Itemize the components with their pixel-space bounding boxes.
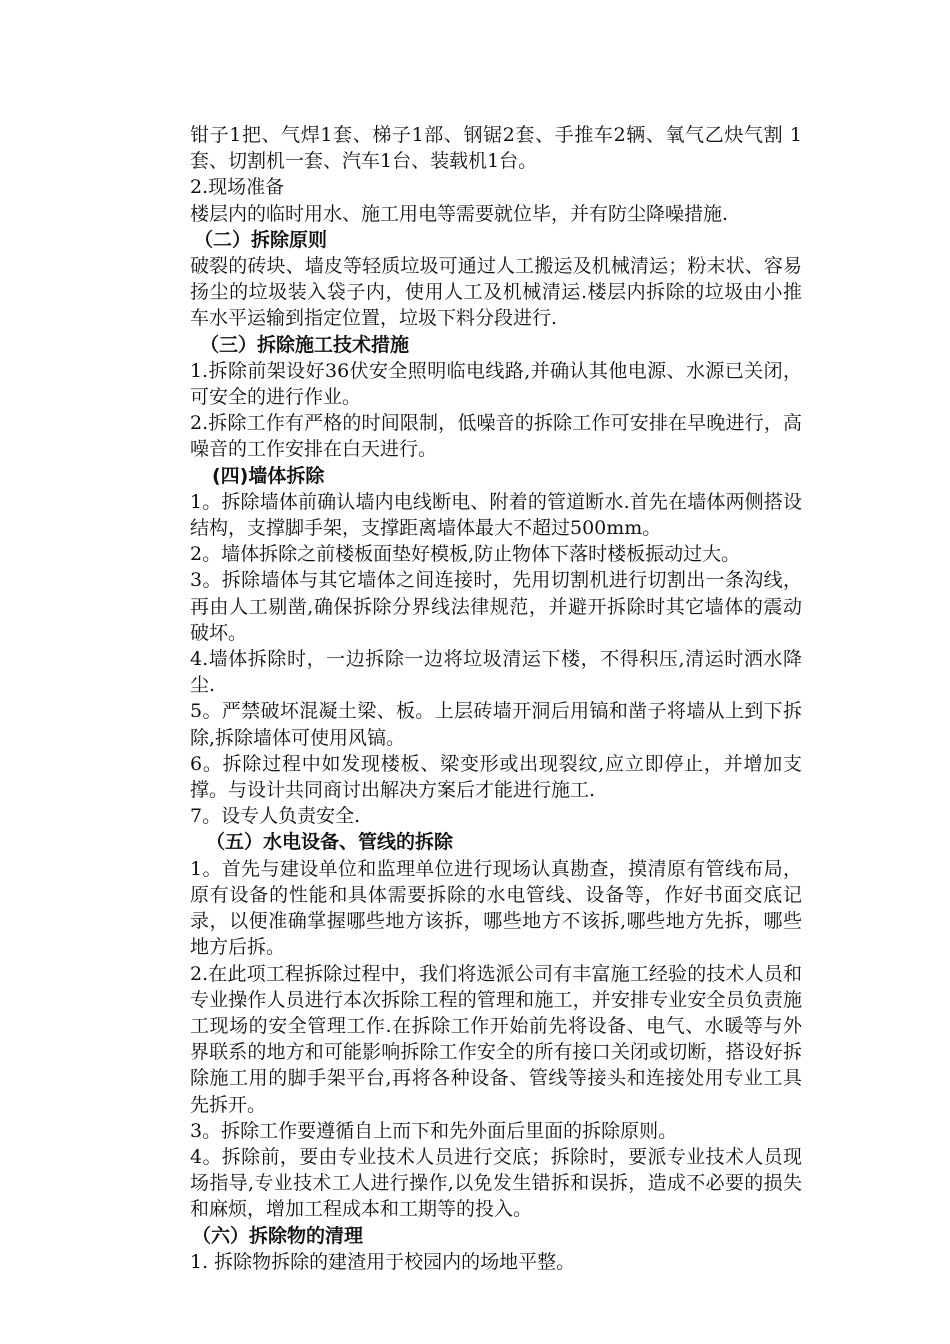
- section-heading-utilities-removal: （五）水电设备、管线的拆除: [206, 831, 454, 854]
- paragraph-wall-3: 3。拆除墙体与其它墙体之间连接时，先用切割机进行切割出一条沟线，再由人工剔凿,确保拆除分界线法律规范，并避开拆除时其它墙体的震动破坏。: [190, 569, 802, 644]
- section-heading-technical-measures: （三）拆除施工技术措施: [200, 333, 410, 356]
- paragraph-wall-7: 7。设专人负责安全.: [190, 805, 361, 828]
- paragraph-utilities-4: 4。拆除前，要由专业技术人员进行交底；拆除时，要派专业技术人员现场指导,专业技术工人进行操作,以免发生错拆和误拆，造成不必要的损失和麻烦，增加工程成本和工期等的投入。: [190, 1145, 802, 1221]
- paragraph-measure-1: 1.拆除前架设好36伏安全照明临电线路,并确认其他电源、水源已关闭，可安全的进行作业。: [190, 359, 802, 409]
- section-heading-wall-demolition: (四)墙体拆除: [212, 464, 325, 487]
- paragraph-tools-list: 钳子1把、气焊1套、梯子1部、钢锯2套、手推车2辆、氧气乙炔气割 1套、切割机一套、汽车1台、装载机1台。: [190, 124, 802, 173]
- paragraph-wall-4: 4.墙体拆除时，一边拆除一边将垃圾清运下楼，不得积压,清运时洒水降尘.: [190, 648, 802, 697]
- section-heading-demolition-principles: （二）拆除原则: [194, 228, 328, 251]
- paragraph-wall-2: 2。墙体拆除之前楼板面垫好模板,防止物体下落时楼板振动过大。: [190, 543, 741, 566]
- paragraph-utilities-2: 2.在此项工程拆除过程中，我们将选派公司有丰富施工经验的技术人员和专业操作人员进行本次拆除工程的管理和施工，并安排专业安全员负责施工现场的安全管理工作.在拆除工作开始前先将设备、电气、水暖等与外界联系的地方和可能影响拆除工作安全的所有接口关闭或切断，搭设好拆除施工用的脚手架平台,再将各种设备、管线等接头和连接处用专业工具先拆开。: [190, 962, 802, 1116]
- paragraph-measure-2: 2.拆除工作有严格的时间限制，低噪音的拆除工作可安排在早晚进行，高噪音的工作安排在白天进行。: [190, 412, 802, 461]
- paragraph-utilities-1: 1。首先与建设单位和监理单位进行现场认真勘查，摸清原有管线布局，原有设备的性能和具体需要拆除的水电管线、设备等，作好书面交底记录，以便准确掌握哪些地方该拆，哪些地方不该拆,哪些地方先拆，哪些地方后拆。: [190, 857, 802, 959]
- paragraph-wall-1: 1。拆除墙体前确认墙内电线断电、附着的管道断水.首先在墙体两侧搭设结构，支撑脚手架，支撑距离墙体最大不超过500mm。: [190, 490, 802, 540]
- paragraph-utilities-3: 3。拆除工作要遵循自上而下和先外面后里面的拆除原则。: [190, 1119, 678, 1142]
- paragraph-wall-5: 5。严禁破坏混凝土梁、板。上层砖墙开洞后用镐和凿子将墙从上到下拆除,拆除墙体可使用风镐。: [190, 700, 802, 749]
- paragraph-site-preparation-heading: 2.现场准备: [190, 176, 285, 199]
- paragraph-site-preparation: 楼层内的临时用水、施工用电等需要就位毕，并有防尘降噪措施.: [190, 202, 729, 225]
- paragraph-debris-1: 1. 拆除物拆除的建渣用于校园内的场地平整。: [190, 1250, 576, 1273]
- document-body: [190, 122, 802, 1275]
- section-heading-debris-cleanup: （六）拆除物的清理: [192, 1224, 364, 1247]
- paragraph-wall-6: 6。拆除过程中如发现楼板、梁变形或出现裂纹,应立即停止，并增加支撑。与设计共同商讨出解决方案后才能进行施工.: [190, 752, 802, 802]
- paragraph-demolition-principles: 破裂的砖块、墙皮等轻质垃圾可通过人工搬运及机械清运；粉末状、容易扬尘的垃圾装入袋子内，使用人工及机械清运.楼层内拆除的垃圾由小推车水平运输到指定位置，垃圾下料分段进行.: [190, 255, 802, 330]
